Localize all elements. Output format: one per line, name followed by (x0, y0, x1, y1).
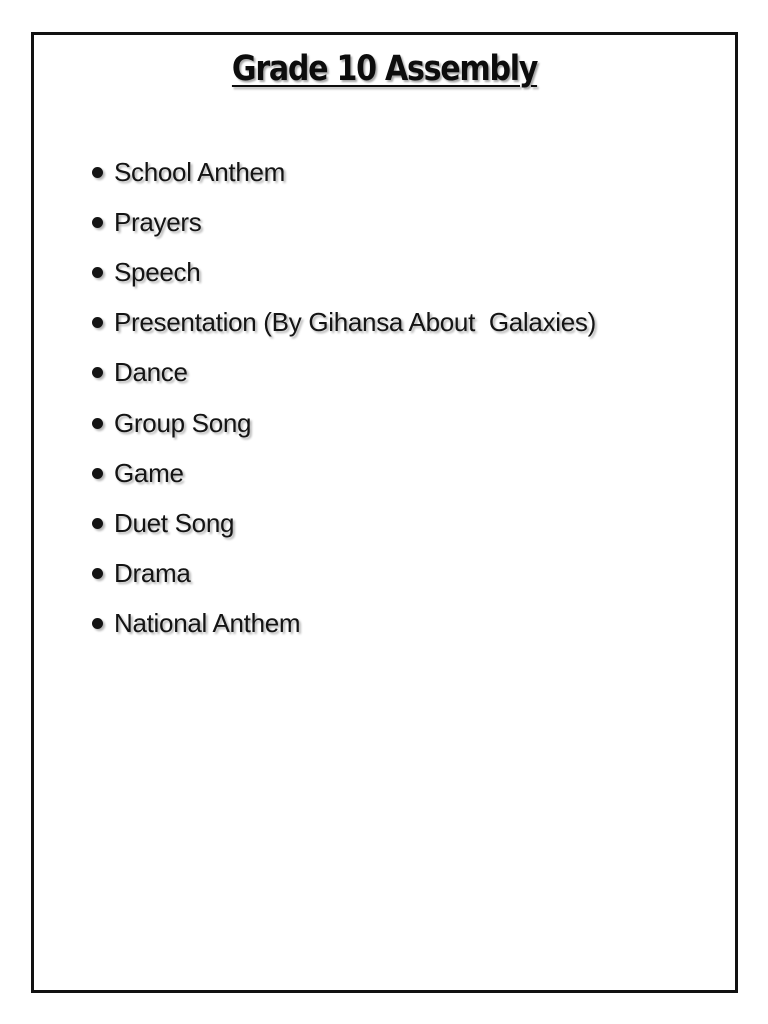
list-item (92, 147, 596, 197)
list-item-label: Game (114, 457, 184, 488)
list-item (92, 498, 596, 548)
bullet-icon (92, 217, 103, 228)
list-item-label: Presentation (By Gihansa About Galaxies) (114, 307, 596, 338)
list-item-label: National Anthem (114, 608, 301, 639)
list-item-label: Drama (114, 558, 191, 589)
list-item (92, 549, 596, 599)
bullet-icon (92, 367, 103, 378)
bullet-icon (92, 267, 103, 278)
list-item (92, 247, 596, 297)
bullet-icon (92, 518, 103, 529)
page-title: Grade 10 Assembly (231, 49, 538, 89)
list-item-label: Dance (114, 357, 188, 388)
list-item-label: Duet Song (114, 507, 235, 538)
list-item (92, 448, 596, 498)
list-item-label: School Anthem (114, 156, 285, 187)
list-item (92, 197, 596, 247)
list-item-label: Prayers (114, 206, 202, 237)
document-page (31, 32, 738, 993)
bullet-icon (92, 167, 103, 178)
list-item (92, 298, 596, 348)
list-item (92, 398, 596, 448)
list-item-label: Group Song (114, 407, 252, 438)
bullet-icon (92, 317, 103, 328)
agenda-list (92, 147, 596, 649)
list-item (92, 348, 596, 398)
list-item-label: Speech (114, 256, 201, 287)
bullet-icon (92, 618, 103, 629)
bullet-icon (92, 568, 103, 579)
bullet-icon (92, 418, 103, 429)
bullet-icon (92, 468, 103, 479)
list-item (92, 599, 596, 649)
